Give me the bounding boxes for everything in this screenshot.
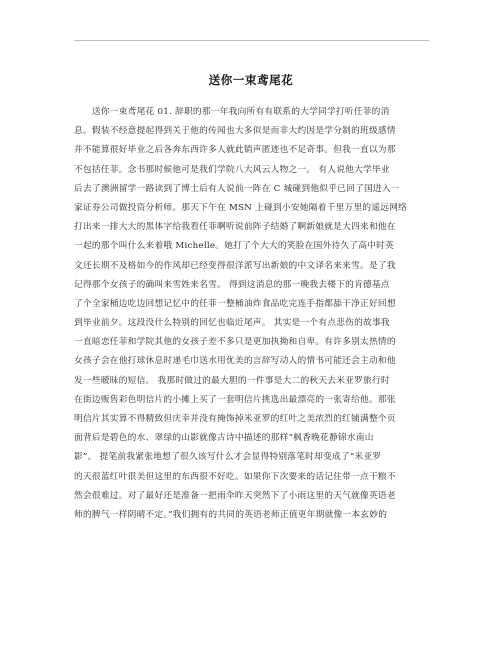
- text-line: 不包括任菲。念书那时候他可是我们学院八大风云人物之一。 有人说他大学毕业: [74, 164, 390, 175]
- text-line: 发一些暧昧的短信。 我那时做过的最大胆的一件事是大二的秋天去米亚罗旅行时: [74, 375, 390, 386]
- text-line: 在街边贩售彩色明信片的小摊上买了一套明信片挑选出最漂亮的一张寄给他。那张: [74, 394, 396, 405]
- text-line: 影”。 提笔前我紧张地想了很久该写什么才会显得特别落笔时却变成了“米亚罗: [74, 452, 382, 463]
- text-line: 师的脾气一样阴晴不定。”我们拥有的共同的英语老师正值更年期就像一本玄妙的: [74, 509, 388, 520]
- text-line: 家证券公司做投资分析师。那天下午在 MSN 上碰到小安她隔着千里万里的遥远网络: [74, 202, 408, 213]
- text-line: 并不能算很好毕业之后各奔东西许多人就此销声匿迹也不足奇事。但我一直以为那: [74, 145, 396, 156]
- text-line: 明信片其实算不得精致但庆幸并没有掩饰掉米亚罗的红叶之美浓烈的红铺满整个页: [74, 414, 396, 424]
- text-line: 息。假装不经意提起得到关于他的传闻也大多似是而非大约因是学分制的班级感情: [74, 126, 396, 137]
- text-line: 面背后是碧色的水、翠绿的山影就像古诗中描述的那样“枫香晚花静锦水南山: [74, 433, 374, 444]
- text-line: 一直暗恋任菲和学院其他的女孩子差不多只是更加执拗和自卑。有许多别太热情的: [74, 337, 396, 348]
- text-line: 打出来一排大大的黑体字给我看任菲啊听说前阵子结婚了啊新娘就是大四来和他在: [74, 222, 396, 233]
- header-rule: [74, 40, 429, 41]
- text-line: 的天很蓝红叶很美但这里的东西很不好吃。如果你下次要来的话记住带一点干粮不: [74, 471, 396, 482]
- text-line: 一起的那个叫什么来着哦 Michelle。她打了个大大的笑脸在国外待久了高中时英: [74, 241, 395, 252]
- text-line: 然会很难过。对了最好还是准备一把雨伞昨天突然下了小雨这里的天气就像英语老: [74, 490, 396, 501]
- text-line: 到毕业前夕。这段没什么特别的回忆也临近尾声。 其实是一个有点悲伤的故事我: [74, 318, 390, 329]
- text-line: 女孩子会在他打球休息时递毛巾送水用优美的言辞写动人的情书可能还会主动和他: [74, 356, 396, 367]
- body-text: [74, 103, 429, 525]
- page-title: 送你一束鸢尾花: [208, 73, 294, 87]
- text-line: 了个全家桶边吃边回想记忆中的任菲一整桶油炸食品吃完连手指都舔干净正好回想: [74, 298, 396, 309]
- text-line: 记得那个女孩子的确叫来雪姓来名雪。 得到这消息的那一晚我去楼下的肯德基点: [74, 279, 390, 290]
- text-line: 后去了澳洲留学一路读到了博士后有人说前一阵在 C 城碰到他似乎已回了国进入一: [74, 183, 400, 194]
- text-line: 送你一束鸢尾花 01. 辞职的那一年我向所有有联系的大学同学打听任菲的消: [74, 107, 390, 117]
- text-line: 文还长期不及格如今的作风却已经变得很洋派写出新娘的中文译名来来雪。是了我: [74, 260, 396, 271]
